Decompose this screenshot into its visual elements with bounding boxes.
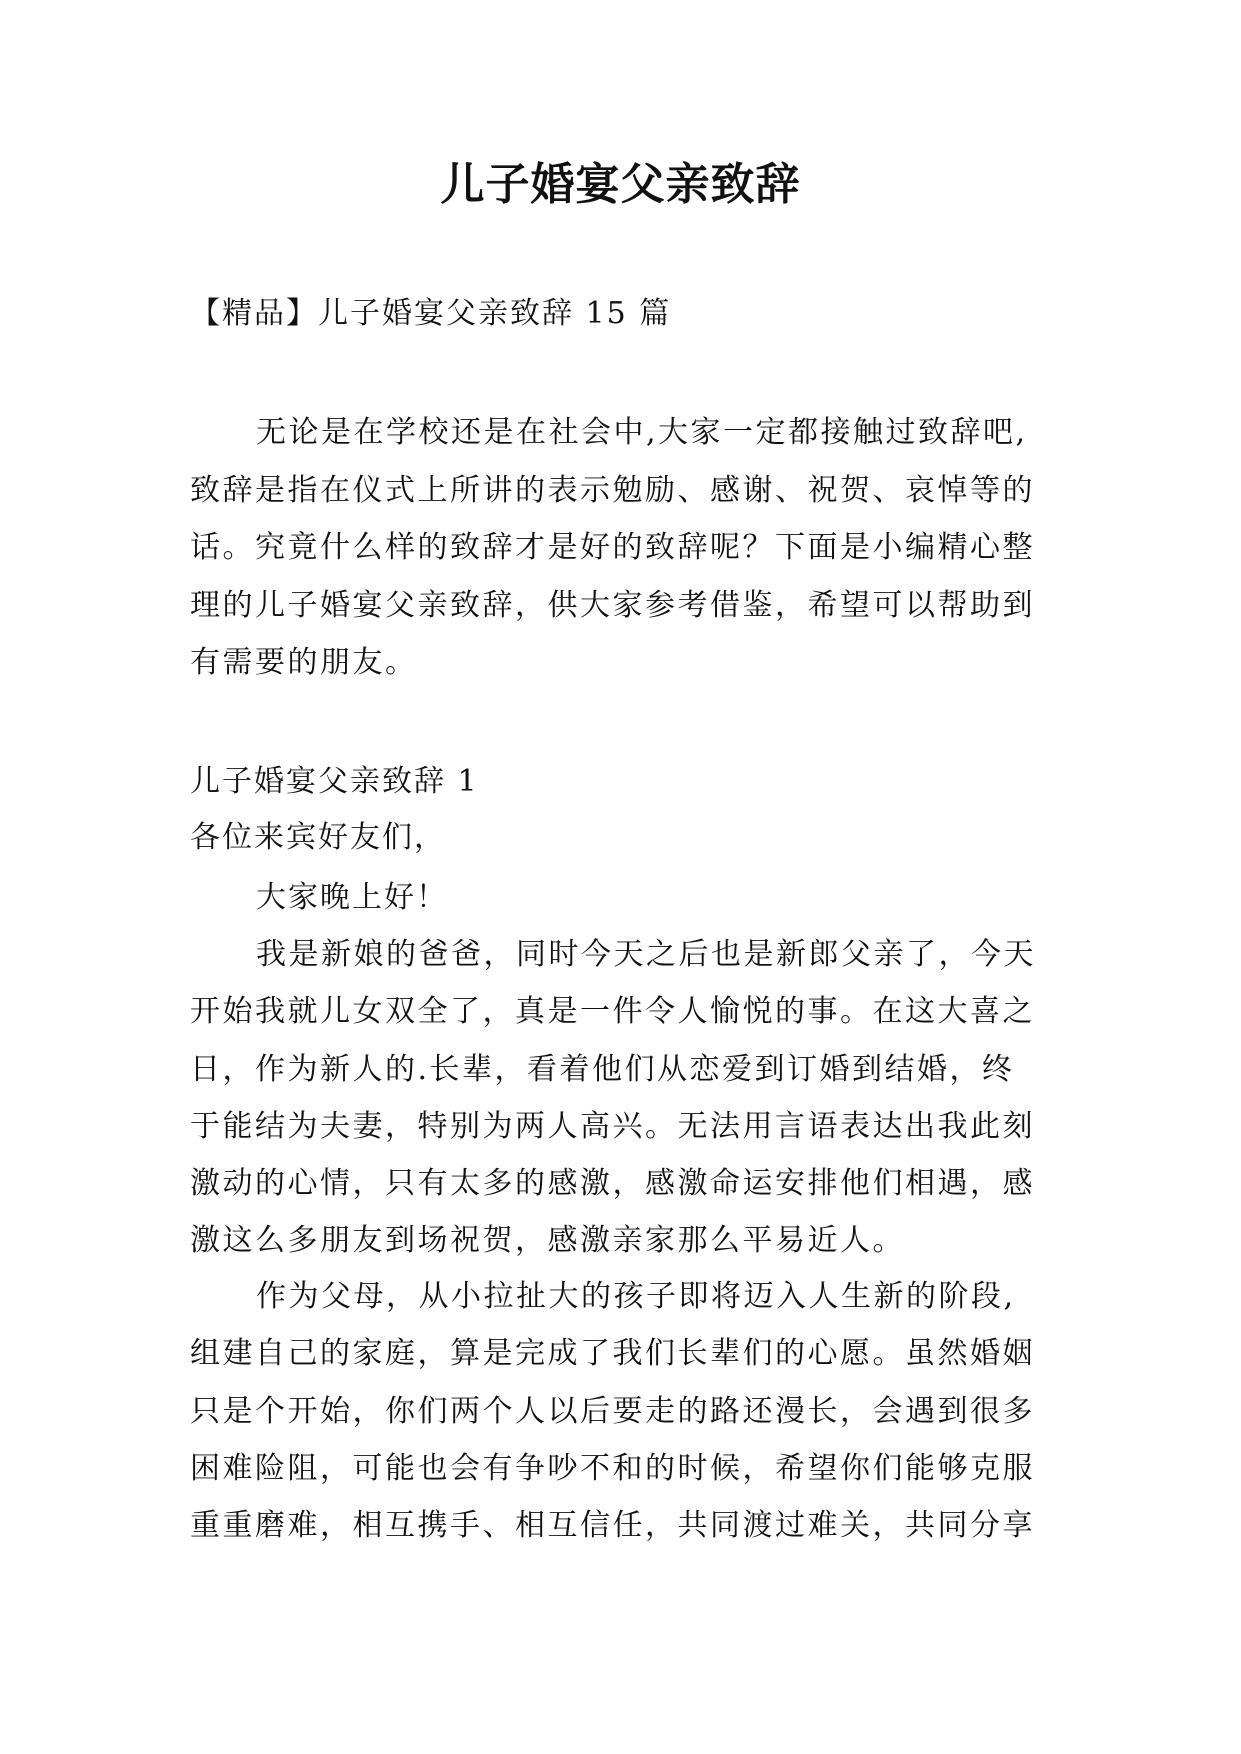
paragraph-line: 我是新娘的爸爸，同时今天之后也是新郎父亲了，今天 <box>256 937 1036 972</box>
document-subtitle: 【精品】儿子婚宴父亲致辞 15 篇 <box>190 296 672 331</box>
intro-line: 理的儿子婚宴父亲致辞，供大家参考借鉴，希望可以帮助到 <box>190 587 1035 623</box>
paragraph-line: 于能结为夫妻，特别为两人高兴。无法用言语表达出我此刻 <box>190 1108 1035 1144</box>
intro-line: 话。究竟什么样的致辞才是好的致辞呢？下面是小编精心整 <box>190 530 1035 565</box>
paragraph-line: 开始我就儿女双全了，真是一件令人愉悦的事。在这大喜之 <box>190 994 1035 1030</box>
intro-paragraph <box>190 404 1060 692</box>
greeting: 大家晚上好！ <box>256 880 448 915</box>
paragraph-line: 只是个开始，你们两个人以后要走的路还漫长，会遇到很多 <box>190 1393 1035 1429</box>
intro-line: 有需要的朋友。 <box>190 645 418 680</box>
document-title: 儿子婚宴父亲致辞 <box>440 159 801 210</box>
speech-paragraph-1 <box>190 926 1060 1270</box>
intro-line: 致辞是指在仪式上所讲的表示勉励、感谢、祝贺、哀悼等的 <box>190 472 1035 508</box>
speech-paragraph-2 <box>190 1268 1060 1554</box>
paragraph-line: 激动的心情，只有太多的感激，感激命运安排他们相遇，感 <box>190 1166 1035 1202</box>
paragraph-line: 困难险阻，可能也会有争吵不和的时候，希望你们能够克服 <box>190 1450 1035 1486</box>
salutation: 各位来宾好友们， <box>190 820 446 855</box>
paragraph-line: 作为父母，从小拉扯大的孩子即将迈入人生新的阶段, <box>256 1279 1016 1314</box>
intro-line: 无论是在学校还是在社会中,大家一定都接触过致辞吧, <box>256 415 1028 450</box>
paragraph-line: 激这么多朋友到场祝贺，感激亲家那么平易近人。 <box>190 1223 905 1259</box>
paragraph-line: 日，作为新人的.长辈，看着他们从恋爱到订婚到结婚，终 <box>190 1051 1015 1087</box>
paragraph-line: 重重磨难，相互携手、相互信任，共同渡过难关，共同分享 <box>190 1508 1035 1544</box>
paragraph-line: 组建自己的家庭，算是完成了我们长辈们的心愿。虽然婚姻 <box>190 1336 1035 1372</box>
letter-heading: 儿子婚宴父亲致辞 1 <box>190 764 479 799</box>
